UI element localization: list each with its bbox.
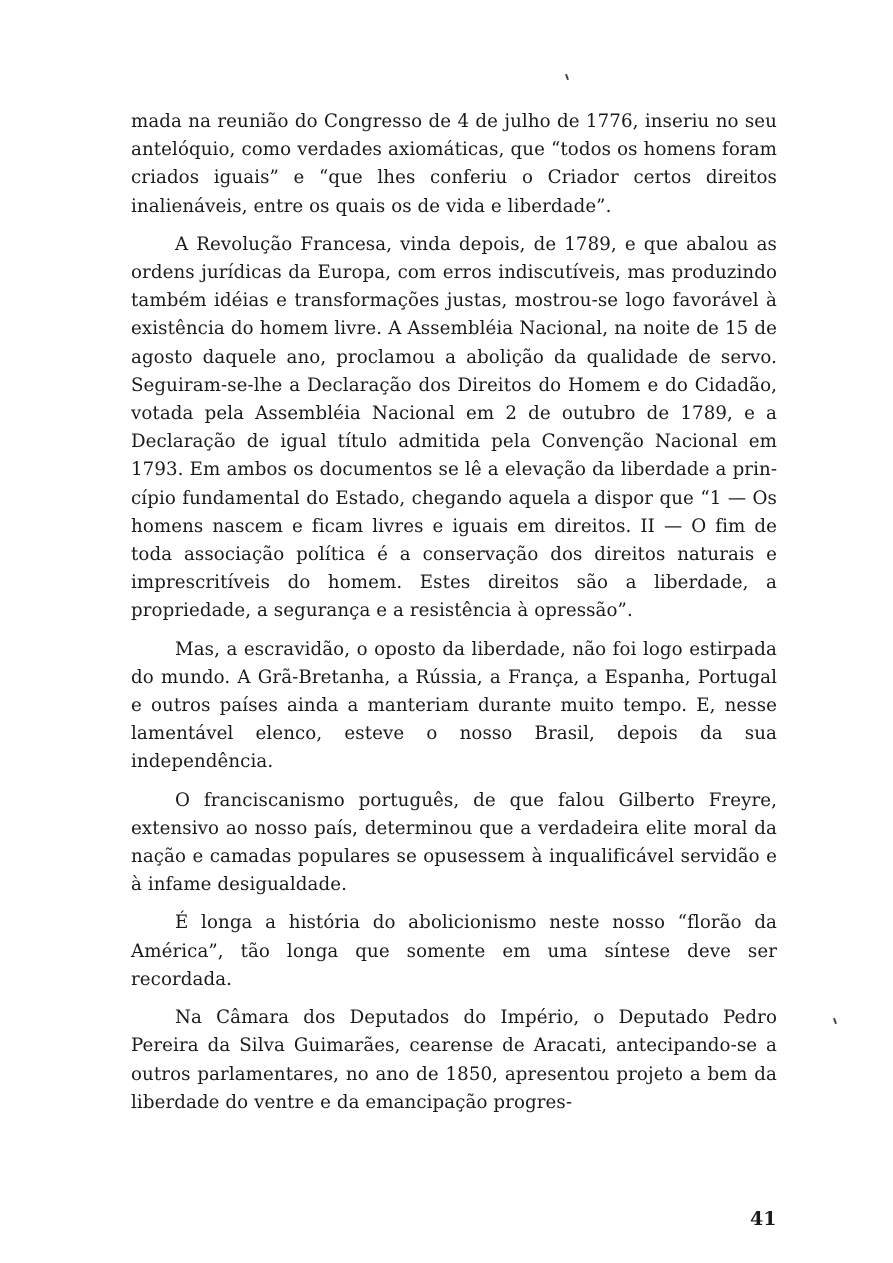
print-speck	[565, 74, 569, 80]
print-speck	[833, 1018, 837, 1024]
paragraph-continued: mada na reunião do Congresso de 4 de julho de 1776, inseriu no seu antelóquio, como verdades axiomáticas, que “todos os homens foram criados iguais” e “que lhes conferiu o Criador certos direitos inalienáveis, entre os quais os de vida e liberdade”.	[131, 111, 777, 217]
paragraph-franciscanism: O franciscanismo português, de que falou Gilberto Freyre, extensivo ao nosso país, determinou que a verdadeira elite moral da nação e camadas populares se opusessem à inqualificável servidão e à infame desigualdade.	[131, 789, 777, 896]
paragraph-chamber-deputies: Na Câmara dos Deputados do Império, o Deputado Pedro Pereira da Silva Guimarães, cearense de Aracati, antecipando-se a outros parlamentares, no ano de 1850, apresentou projeto a bem da liberdade do ventre e da emancipação progres-	[131, 1007, 777, 1113]
paragraph-slavery: Mas, a escravidão, o oposto da liberdade, não foi logo estirpada do mundo. A Grã-Bretanha, a Rússia, a França, a Espanha, Portugal e outros países ainda a manteriam durante muito tempo. E, nesse lamentável elenco, esteve o nosso Brasil, depois da sua independência.	[131, 638, 777, 773]
page-number: 41	[750, 1208, 777, 1230]
body-text	[131, 108, 777, 1127]
paragraph-french-revolution: A Revolução Francesa, vinda depois, de 1789, e que abalou as ordens jurídicas da Europa, com erros indiscutíveis, mas produzindo também idéias e transformações justas, mostrou-se logo favorável à existência do homem livre. A Assembléia Nacional, na noite de 15 de agosto daquele ano, proclamou a abolição da qualidade de servo. Seguiram-se-lhe a Declaração dos Direitos do Homem e do Cidadão, votada pela Assembléia Nacional em 2 de outubro de 1789, e a Declaração de igual título admitida pela Convenção Nacional em 1793. Em ambos os documentos se lê a elevação da liberdade a princípio fundamental do Estado, chegando aquela a dispor que “1 — Os homens nascem e ficam livres e iguais em direitos. II — O fim de toda associação política é a conservação dos direitos naturais e imprescritíveis do homem. Estes direitos são a liberdade, a propriedade, a segurança e a resistência à opressão”.	[131, 233, 777, 622]
paragraph-abolitionism: É longa a história do abolicionismo neste nosso “florão da América”, tão longa que somente em uma síntese deve ser recordada.	[131, 912, 777, 990]
